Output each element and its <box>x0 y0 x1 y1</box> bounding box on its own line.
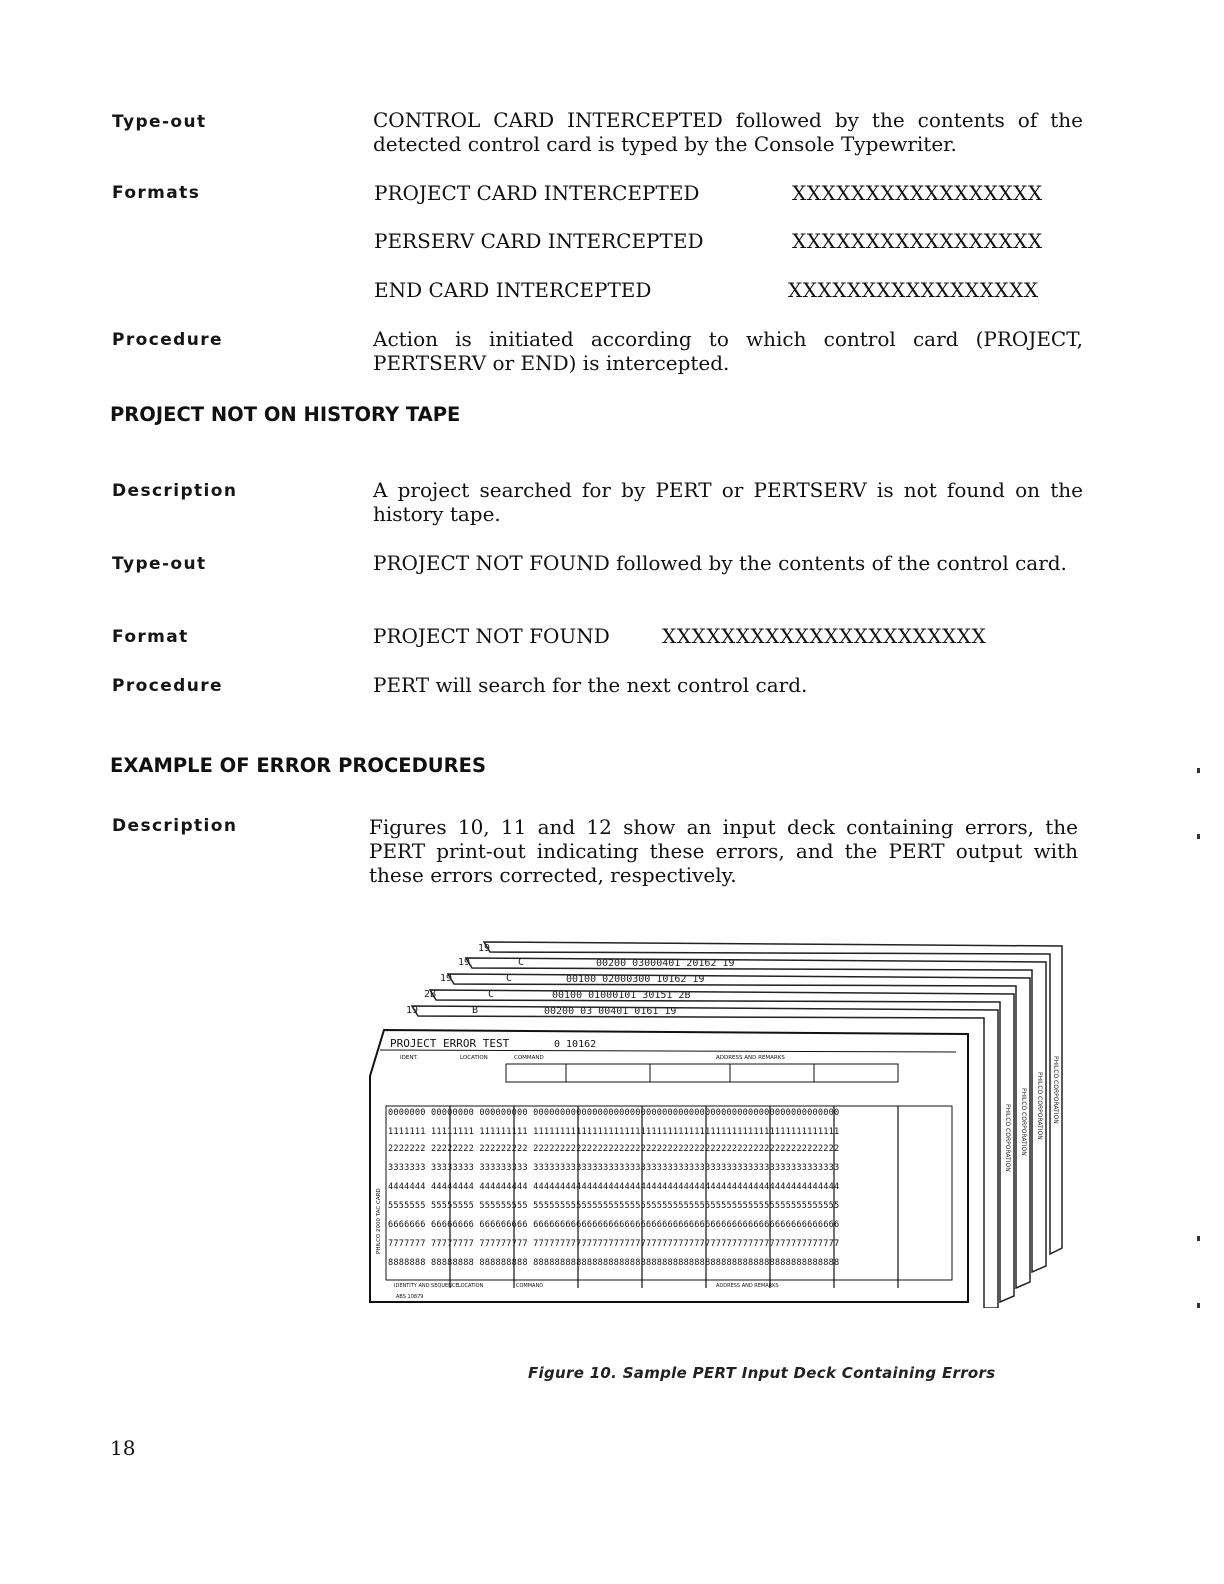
procedure-label-2: Procedure <box>112 676 223 696</box>
card-2-text: 00100 02000300 10162 19 <box>566 974 705 985</box>
typeout-text-2: PROJECT NOT FOUND followed by the contents of the control card. <box>373 551 1067 575</box>
scan-mark <box>1197 768 1200 773</box>
card-4-col1: 19 <box>406 1005 419 1016</box>
svg-text:1111111 11111111 111111111 111: 1111111 11111111 111111111 111111111111111111111111111111111111111111111111111111111 <box>388 1127 840 1137</box>
front-card-header-text: PROJECT ERROR TEST <box>390 1037 510 1050</box>
format-line-2-right: XXXXXXXXXXXXXXXXX <box>792 229 1043 253</box>
card-2-col1: 19 <box>440 973 453 984</box>
card-2-col2: C <box>506 973 513 984</box>
format-line-1-right: XXXXXXXXXXXXXXXXX <box>792 181 1043 205</box>
footer-label-identity: IDENTITY AND SEQUENCE <box>394 1283 459 1289</box>
card-back-col1: 19 <box>478 943 491 954</box>
svg-text:5555555 55555555 555555555 555: 5555555 55555555 555555555 555555555555555555555555555555555555555555555555555555555 <box>388 1201 840 1211</box>
typeout-label-2: Type-out <box>112 554 207 574</box>
format-line-3-right: XXXXXXXXXXXXXXXXX <box>788 278 1039 302</box>
procedure-label: Procedure <box>112 330 223 350</box>
procedure-text-2: PERT will search for the next control card. <box>373 673 808 697</box>
scan-mark <box>1197 1303 1200 1308</box>
scan-mark <box>1197 1236 1200 1241</box>
card-3-text: 00100 01000101 30151 2B <box>552 990 691 1001</box>
card-3-col2: C <box>488 989 495 1000</box>
description-text: A project searched for by PERT or PERTSERV is not found on the history tape. <box>373 478 1083 526</box>
card-1-text: 00200 03000401 20162 19 <box>596 958 735 969</box>
field-label-ident: IDENT. <box>400 1055 418 1061</box>
svg-text:2222222 22222222 222222222 222: 2222222 22222222 222222222 222222222222222222222222222222222222222222222222222222222 <box>388 1144 840 1154</box>
svg-text:3333333 33333333 333333333 333: 3333333 33333333 333333333 333333333333333333333333333333333333333333333333333333333 <box>388 1163 840 1173</box>
footer-label-location: LOCATION <box>458 1283 484 1289</box>
field-label-address: ADDRESS AND REMARKS <box>716 1055 785 1061</box>
footer-label-command: COMMAND <box>516 1283 544 1289</box>
typeout-label: Type-out <box>112 112 207 132</box>
svg-text:7777777 77777777 777777777 777: 7777777 77777777 777777777 777777777777777777777777777777777777777777777777777777777 <box>388 1239 840 1249</box>
field-label-location: LOCATION <box>460 1055 488 1061</box>
svg-text:6666666 66666666 666666666 666: 6666666 66666666 666666666 666666666666666666666666666666666666666666666666666666666 <box>388 1220 840 1230</box>
format-line-3-left: END CARD INTERCEPTED <box>374 278 652 302</box>
svg-text:8888888 88888888 888888888 888: 8888888 88888888 888888888 888888888888888888888888888888888888888888888888888888888 <box>388 1258 840 1268</box>
format-line-2-left: PERSERV CARD INTERCEPTED <box>374 229 704 253</box>
front-card-header-value: 0 10162 <box>554 1039 597 1050</box>
card-1-side-label: PHILCO CORPORATION <box>1052 1056 1059 1124</box>
card-4-col2: B <box>472 1005 479 1016</box>
footer-label-address: ADDRESS AND REMARKS <box>716 1283 779 1289</box>
svg-text:0000000 00000000 000000000 000: 0000000 00000000 000000000 000000000000000000000000000000000000000000000000000000000 <box>388 1108 840 1118</box>
card-1-col2: C <box>518 957 525 968</box>
card-3-side-label: PHILCO CORPORATION <box>1020 1088 1027 1156</box>
section-heading-example: EXAMPLE OF ERROR PROCEDURES <box>110 754 487 777</box>
format-line-1-left: PROJECT CARD INTERCEPTED <box>374 181 700 205</box>
section-heading-project-not-on-tape: PROJECT NOT ON HISTORY TAPE <box>110 403 461 426</box>
card-3-col1: 2B <box>424 989 437 1000</box>
description-text-2: Figures 10, 11 and 12 show an input deck containing errors, the PERT print-out indicating these errors, and the PERT output with these errors corrected, respectively. <box>369 815 1078 887</box>
page-number: 18 <box>110 1436 136 1460</box>
formats-label: Formats <box>112 183 201 203</box>
procedure-text: Action is initiated according to which control card (PROJECT, PERTSERV or END) is intercepted. <box>373 327 1083 375</box>
punched-card-deck-figure <box>366 936 1068 1308</box>
format-right: XXXXXXXXXXXXXXXXXXXXXX <box>662 624 987 648</box>
field-label-command: COMMAND <box>514 1055 544 1061</box>
card-4-text: 00200 03 00401 0161 19 <box>544 1006 677 1017</box>
card-2-side-label: PHILCO CORPORATION <box>1036 1072 1043 1140</box>
figure-caption: Figure 10. Sample PERT Input Deck Containing Errors <box>528 1364 996 1382</box>
card-1-col1: 19 <box>458 957 471 968</box>
svg-text:4444444 44444444 444444444 444: 4444444 44444444 444444444 444444444444444444444444444444444444444444444444444444444 <box>388 1182 840 1192</box>
description-label-2: Description <box>112 816 238 836</box>
card-4-side-label: PHILCO CORPORATION <box>1004 1104 1011 1172</box>
format-left: PROJECT NOT FOUND <box>373 624 610 648</box>
front-card-form-number: ABS 10879 <box>396 1294 424 1300</box>
description-label: Description <box>112 481 238 501</box>
typeout-text: CONTROL CARD INTERCEPTED followed by the contents of the detected control card is typed by the Console Typewriter. <box>373 108 1083 156</box>
scan-mark <box>1197 834 1200 839</box>
front-card-side-label: PHILCO 2000 TAC CARD <box>376 1188 382 1254</box>
format-label: Format <box>112 627 189 647</box>
